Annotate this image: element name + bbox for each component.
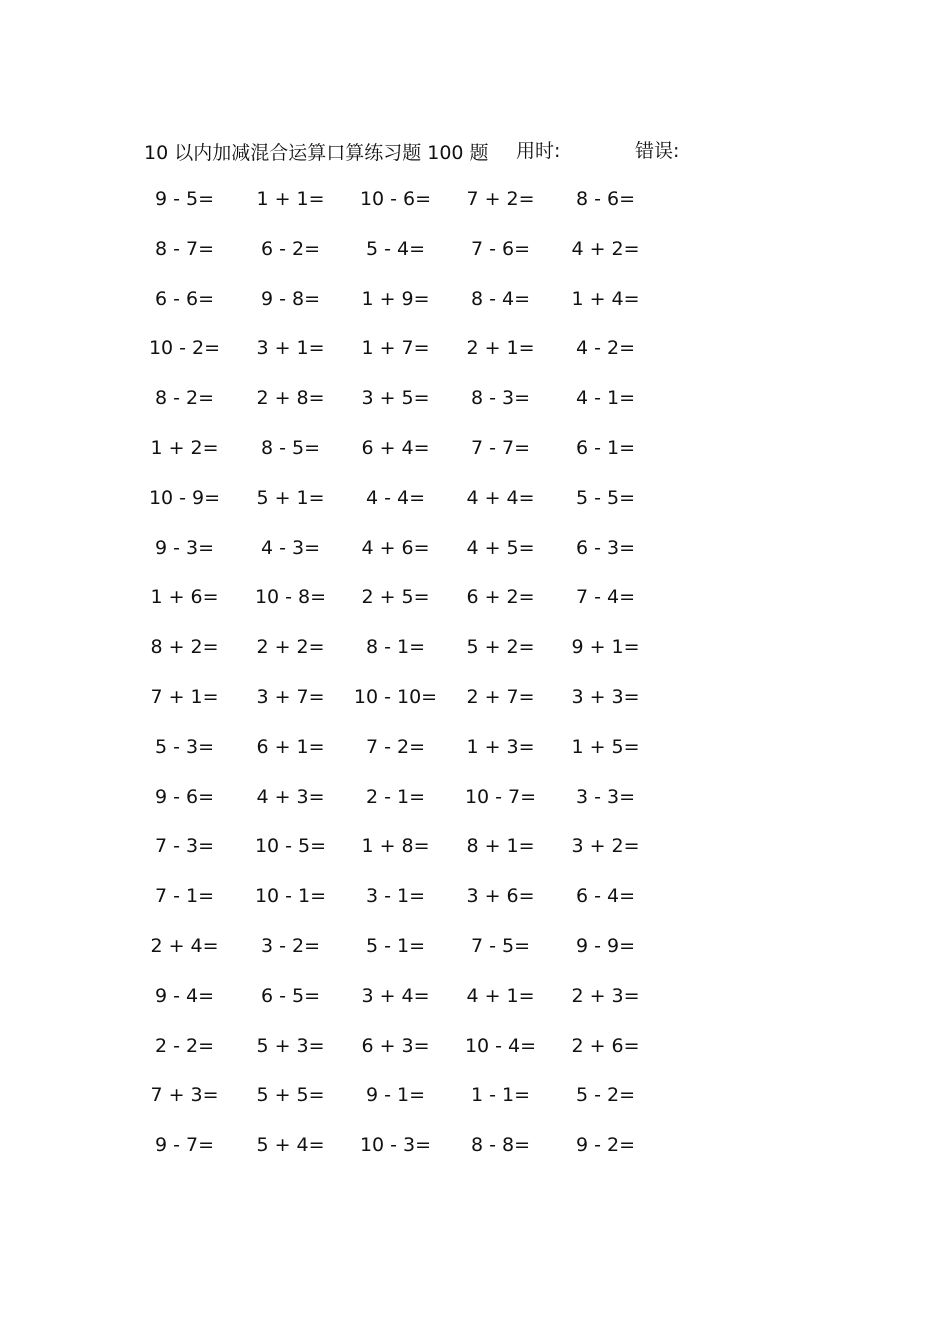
math-problem: 9 - 5= bbox=[154, 188, 215, 210]
math-problem: 2 + 1= bbox=[466, 337, 535, 360]
math-problem: 5 - 5= bbox=[575, 486, 636, 509]
problem-row bbox=[130, 830, 690, 880]
math-problem: 7 - 3= bbox=[154, 835, 215, 858]
math-problem: 9 - 4= bbox=[154, 984, 215, 1007]
math-problem: 10 - 3= bbox=[359, 1134, 432, 1157]
math-problem: 8 - 1= bbox=[365, 636, 426, 659]
math-problem: 5 - 1= bbox=[365, 934, 426, 957]
problem-grid bbox=[130, 183, 690, 1179]
math-problem: 4 + 6= bbox=[361, 536, 430, 559]
math-problem: 8 - 5= bbox=[260, 436, 321, 459]
math-problem: 10 - 7= bbox=[464, 785, 537, 808]
math-problem: 5 - 4= bbox=[365, 237, 426, 260]
math-problem: 4 + 3= bbox=[256, 785, 325, 808]
problem-row bbox=[130, 581, 690, 631]
problem-row bbox=[130, 781, 690, 831]
math-problem: 5 - 3= bbox=[154, 735, 215, 758]
math-problem: 7 - 1= bbox=[154, 885, 215, 908]
problem-row bbox=[130, 1129, 690, 1179]
math-problem: 7 + 1= bbox=[150, 685, 219, 708]
math-problem: 8 - 6= bbox=[575, 188, 636, 210]
math-problem: 6 - 5= bbox=[260, 984, 321, 1007]
math-problem: 2 + 2= bbox=[256, 636, 325, 659]
problem-row bbox=[130, 681, 690, 731]
problem-row bbox=[130, 930, 690, 980]
math-problem: 6 + 4= bbox=[361, 436, 430, 459]
math-problem: 6 - 1= bbox=[575, 436, 636, 459]
math-problem: 7 - 4= bbox=[575, 586, 636, 609]
time-used-label: 用时: bbox=[516, 140, 561, 162]
math-problem: 10 - 8= bbox=[254, 586, 327, 609]
math-problem: 8 - 4= bbox=[470, 287, 531, 310]
math-problem: 9 - 9= bbox=[575, 934, 636, 957]
math-problem: 3 + 1= bbox=[256, 337, 325, 360]
problem-row bbox=[130, 731, 690, 781]
math-problem: 10 - 9= bbox=[148, 486, 221, 509]
problem-row bbox=[130, 283, 690, 333]
math-problem: 5 + 5= bbox=[256, 1084, 325, 1107]
math-problem: 9 - 2= bbox=[575, 1134, 636, 1157]
math-problem: 2 + 4= bbox=[150, 934, 219, 957]
math-problem: 3 - 1= bbox=[365, 885, 426, 908]
problem-row bbox=[130, 233, 690, 283]
math-problem: 9 - 3= bbox=[154, 536, 215, 559]
math-problem: 1 + 2= bbox=[150, 436, 219, 459]
math-problem: 7 - 2= bbox=[365, 735, 426, 758]
math-problem: 10 - 2= bbox=[148, 337, 221, 360]
math-problem: 6 + 3= bbox=[361, 1034, 430, 1057]
problem-row bbox=[130, 183, 690, 233]
math-problem: 9 - 7= bbox=[154, 1134, 215, 1157]
math-problem: 2 + 6= bbox=[571, 1034, 640, 1057]
math-problem: 8 + 1= bbox=[466, 835, 535, 858]
math-problem: 4 - 2= bbox=[575, 337, 636, 360]
math-problem: 2 + 8= bbox=[256, 387, 325, 410]
math-problem: 4 + 1= bbox=[466, 984, 535, 1007]
math-problem: 7 - 5= bbox=[470, 934, 531, 957]
errors-label: 错误: bbox=[635, 140, 680, 162]
math-problem: 9 - 1= bbox=[365, 1084, 426, 1107]
math-problem: 5 + 3= bbox=[256, 1034, 325, 1057]
math-problem: 4 + 5= bbox=[466, 536, 535, 559]
math-problem: 9 - 8= bbox=[260, 287, 321, 310]
worksheet-header bbox=[144, 137, 680, 165]
math-problem: 6 - 3= bbox=[575, 536, 636, 559]
math-problem: 1 + 7= bbox=[361, 337, 430, 360]
math-problem: 5 - 2= bbox=[575, 1084, 636, 1107]
problem-row bbox=[130, 1030, 690, 1080]
problem-row bbox=[130, 532, 690, 582]
math-problem: 3 + 5= bbox=[361, 387, 430, 410]
math-problem: 10 - 4= bbox=[464, 1034, 537, 1057]
worksheet-title: 10 以内加减混合运算口算练习题 100 题 bbox=[144, 141, 489, 164]
math-problem: 6 + 2= bbox=[466, 586, 535, 609]
problem-row bbox=[130, 631, 690, 681]
math-problem: 8 - 7= bbox=[154, 237, 215, 260]
problem-row bbox=[130, 432, 690, 482]
math-problem: 10 - 6= bbox=[359, 188, 432, 210]
math-problem: 2 + 5= bbox=[361, 586, 430, 609]
math-problem: 7 + 3= bbox=[150, 1084, 219, 1107]
math-problem: 7 - 6= bbox=[470, 237, 531, 260]
problem-row bbox=[130, 1079, 690, 1129]
math-problem: 2 + 3= bbox=[571, 984, 640, 1007]
math-problem: 10 - 10= bbox=[353, 685, 438, 708]
math-problem: 9 + 1= bbox=[571, 636, 640, 659]
math-problem: 10 - 5= bbox=[254, 835, 327, 858]
math-problem: 6 + 1= bbox=[256, 735, 325, 758]
math-problem: 1 + 8= bbox=[361, 835, 430, 858]
math-problem: 4 + 4= bbox=[466, 486, 535, 509]
math-problem: 5 + 4= bbox=[256, 1134, 325, 1157]
math-problem: 3 - 2= bbox=[260, 934, 321, 957]
math-problem: 5 + 1= bbox=[256, 486, 325, 509]
math-problem: 1 + 3= bbox=[466, 735, 535, 758]
math-problem: 3 + 3= bbox=[571, 685, 640, 708]
math-problem: 1 + 5= bbox=[571, 735, 640, 758]
math-problem: 8 - 3= bbox=[470, 387, 531, 410]
math-problem: 4 + 2= bbox=[571, 237, 640, 260]
problem-row bbox=[130, 482, 690, 532]
math-problem: 3 + 4= bbox=[361, 984, 430, 1007]
math-problem: 3 - 3= bbox=[575, 785, 636, 808]
math-problem: 10 - 1= bbox=[254, 885, 327, 908]
problem-row bbox=[130, 980, 690, 1030]
math-problem: 1 + 4= bbox=[571, 287, 640, 310]
math-problem: 9 - 6= bbox=[154, 785, 215, 808]
math-problem: 5 + 2= bbox=[466, 636, 535, 659]
math-problem: 8 + 2= bbox=[150, 636, 219, 659]
problem-row bbox=[130, 880, 690, 930]
problem-row bbox=[130, 382, 690, 432]
math-problem: 4 - 4= bbox=[365, 486, 426, 509]
math-problem: 1 + 1= bbox=[256, 188, 325, 210]
math-problem: 1 - 1= bbox=[470, 1084, 531, 1107]
math-problem: 8 - 8= bbox=[470, 1134, 531, 1157]
math-problem: 3 + 6= bbox=[466, 885, 535, 908]
math-problem: 7 - 7= bbox=[470, 436, 531, 459]
math-problem: 1 + 6= bbox=[150, 586, 219, 609]
math-problem: 2 - 2= bbox=[154, 1034, 215, 1057]
math-problem: 3 + 7= bbox=[256, 685, 325, 708]
math-problem: 4 - 1= bbox=[575, 387, 636, 410]
math-problem: 2 + 7= bbox=[466, 685, 535, 708]
math-problem: 8 - 2= bbox=[154, 387, 215, 410]
math-problem: 7 + 2= bbox=[466, 188, 535, 210]
math-problem: 6 - 2= bbox=[260, 237, 321, 260]
math-problem: 1 + 9= bbox=[361, 287, 430, 310]
math-problem: 2 - 1= bbox=[365, 785, 426, 808]
math-problem: 6 - 4= bbox=[575, 885, 636, 908]
problem-row bbox=[130, 332, 690, 382]
math-problem: 6 - 6= bbox=[154, 287, 215, 310]
math-problem: 3 + 2= bbox=[571, 835, 640, 858]
math-problem: 4 - 3= bbox=[260, 536, 321, 559]
